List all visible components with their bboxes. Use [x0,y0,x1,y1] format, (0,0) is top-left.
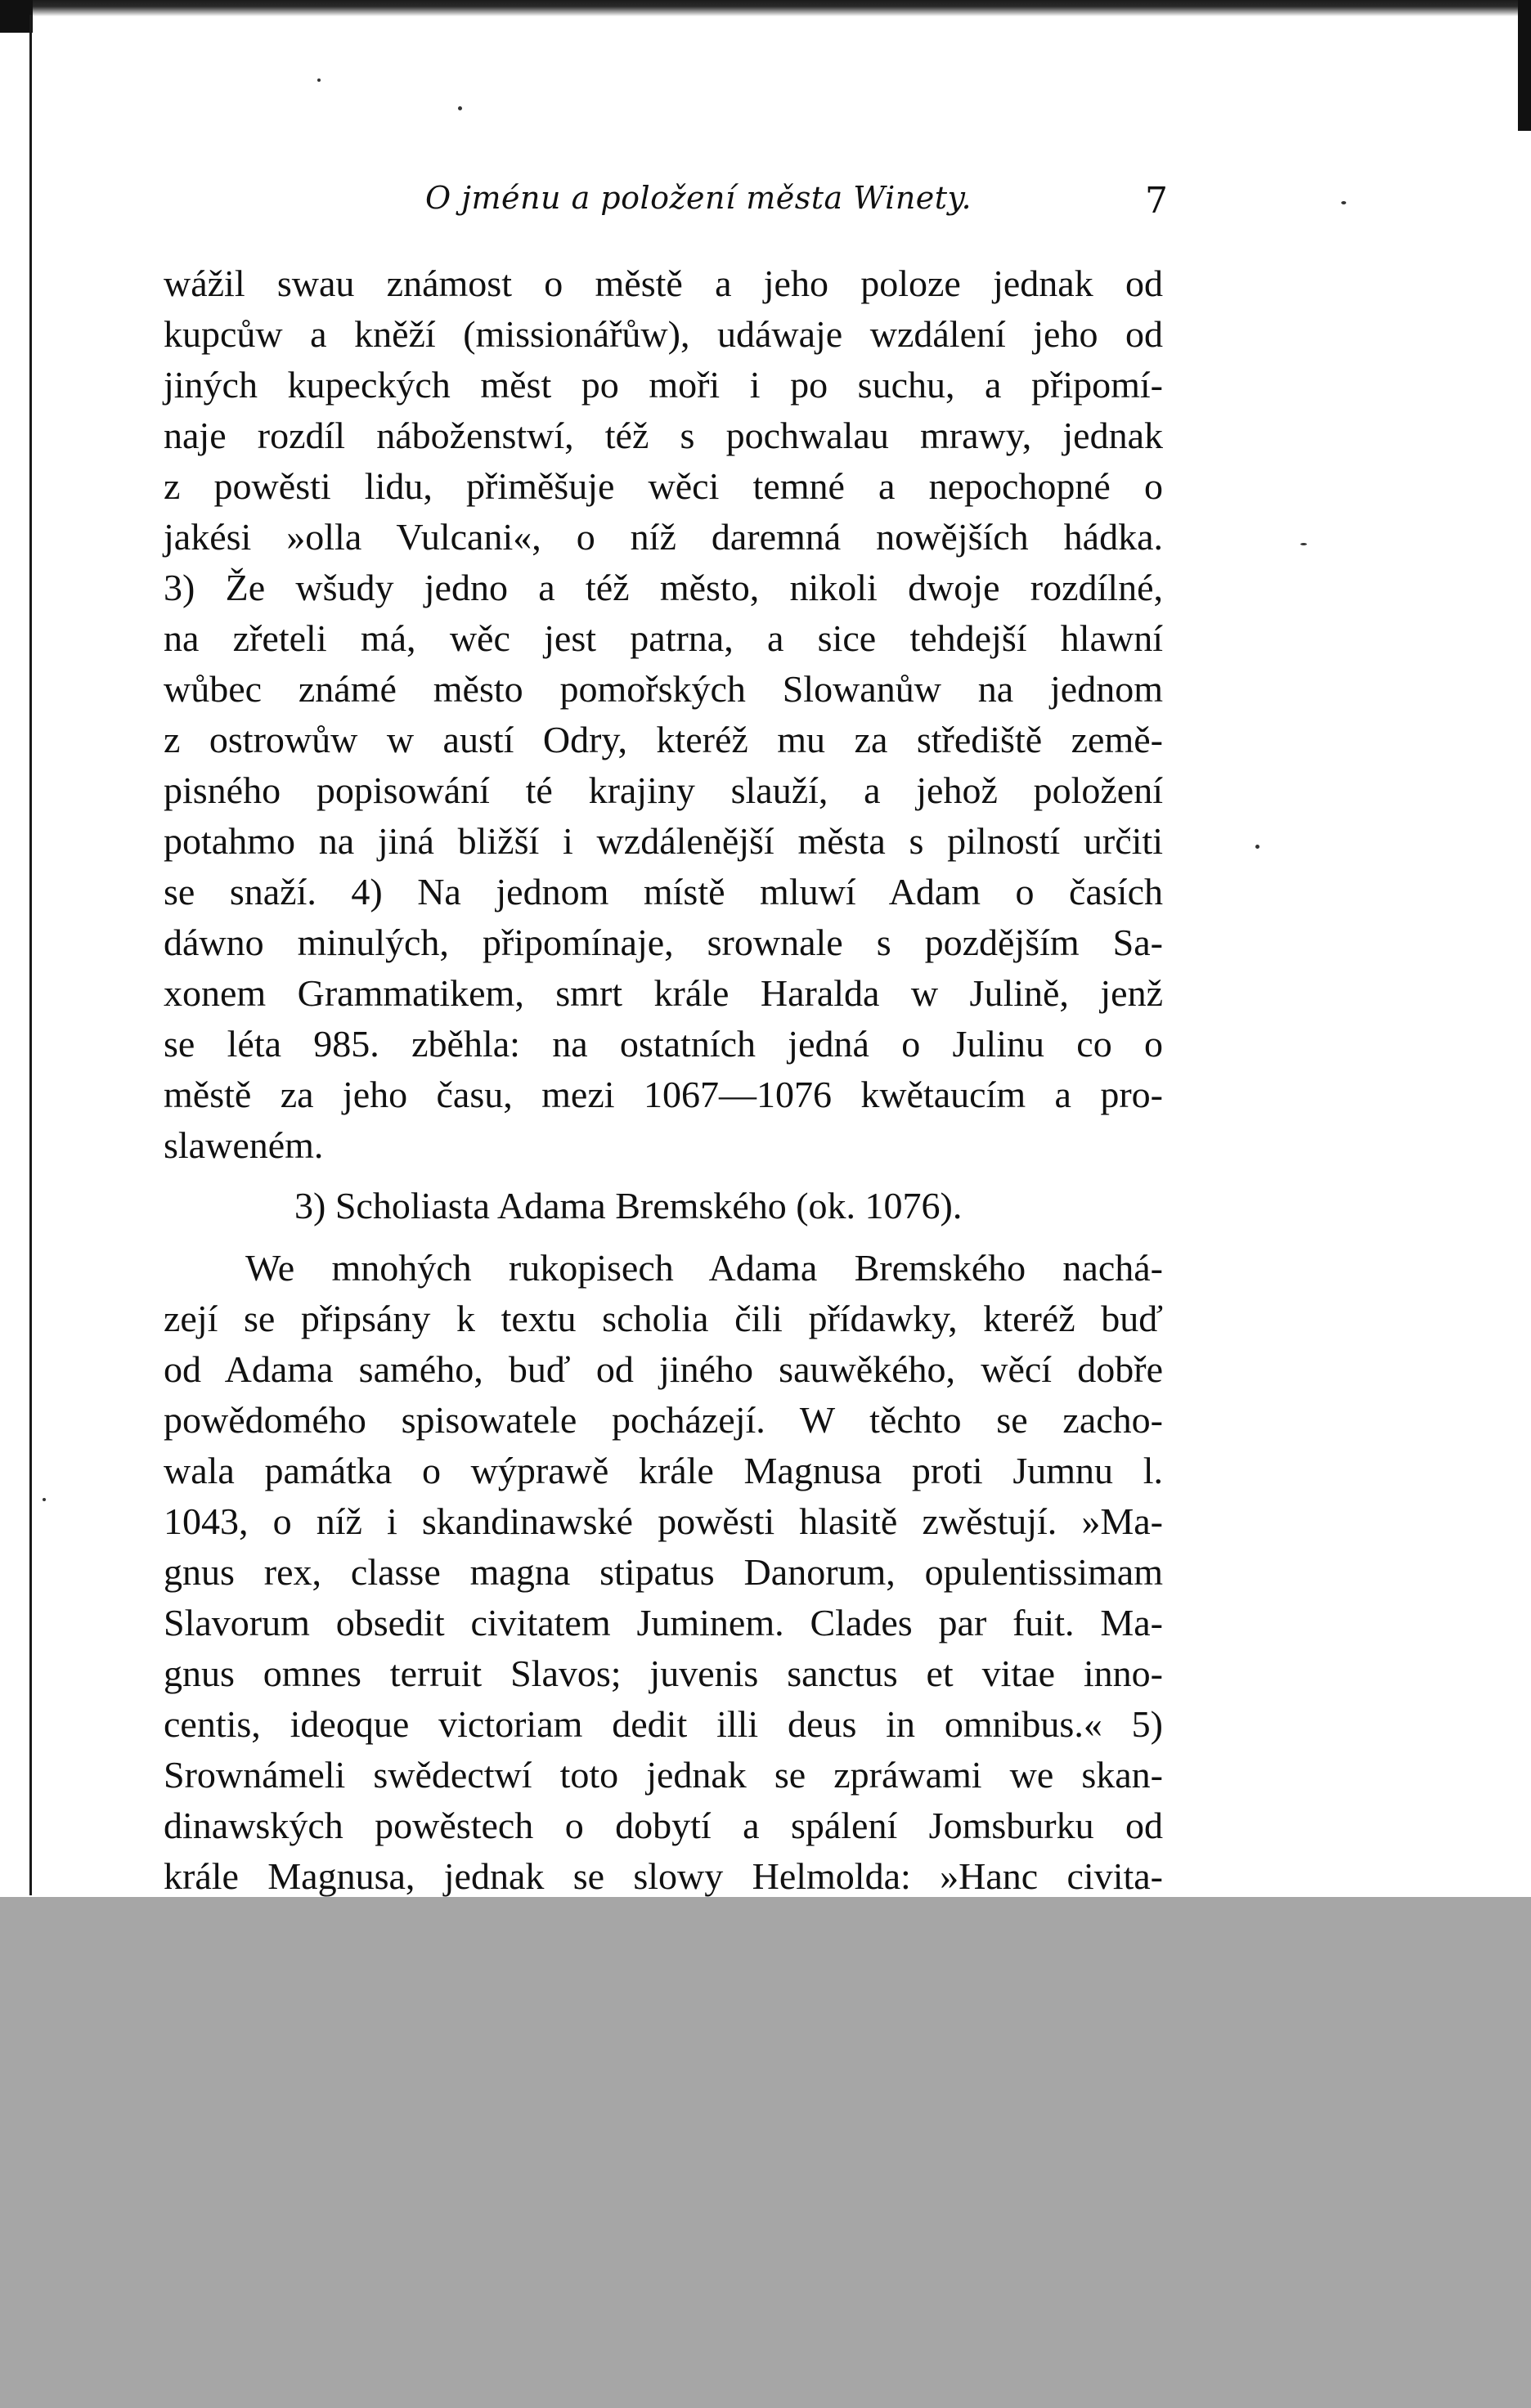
text-line: od Adama samého, buď od jiného sauwěkého, wěcí dobře [164,1348,1163,1390]
scan-speck [317,78,321,82]
text-line: gnus rex, classe magna stipatus Danorum, opulentissimam [164,1551,1163,1593]
text-line: kupcůw a kněží (missionářůw), udáwaje wzdálení jeho od [164,313,1163,355]
text-line: zejí se připsány k textu scholia čili přídawky, kteréž buď [164,1298,1163,1339]
scan-corner-shadow [0,0,33,33]
text-line: powědomého spisowatele pocházejí. W těchto se zacho- [164,1399,1163,1441]
page-number: 7 [1145,180,1168,222]
scan-speck [43,1498,46,1501]
body-text [164,258,1163,1897]
text-line: We mnohých rukopisech Adama Bremského nachá- [245,1247,1163,1289]
scan-speck [1300,543,1307,545]
scan-right-edge [1518,0,1531,131]
page-spine-line [29,15,32,1895]
text-line: centis, ideoque victoriam dedit illi deus in omnibus.« 5) [164,1703,1163,1745]
text-line: 3) Že wšudy jedno a též město, nikoli dwoje rozdílné, [164,567,1163,608]
text-line: z powěsti lidu, přiměšuje wěci temné a nepochopné o [164,465,1163,507]
text-line: se léta 985. zběhla: na ostatních jedná o Julinu co o [164,1023,1163,1065]
text-line: slaweném. [164,1124,324,1166]
text-line: Srownámeli swědectwí toto jednak se zpráwami we skan- [164,1754,1163,1796]
text-line: potahmo na jiná bližší i wzdálenější města s pilností určiti [164,820,1163,862]
text-line: krále Magnusa, jednak se slowy Helmolda: »Hanc civita- [164,1855,1163,1897]
running-title: O jménu a položení města Winety. [425,180,972,216]
scan-speck [1255,845,1259,849]
text-line: gnus omnes terruit Slavos; juvenis sanctus et vitae inno- [164,1652,1163,1694]
text-line: wala památka o wýprawě krále Magnusa proti Jumnu l. [164,1450,1163,1491]
page-header [164,180,1358,229]
text-line: naje rozdíl náboženstwí, též s pochwalau mrawy, jednak [164,415,1163,456]
text-line: dinawských powěstech o dobytí a spálení Jomsburku od [164,1805,1163,1846]
text-line: 1043, o níž i skandinawské powěsti hlasitě zwěstují. »Ma- [164,1500,1163,1542]
scan-speck [458,106,462,110]
scan-top-edge [0,0,1531,16]
text-line: dáwno minulých, připomínaje, srownale s pozdějším Sa- [164,921,1163,963]
text-line: jiných kupeckých měst po moři i po suchu, a připomí- [164,364,1163,406]
text-line: z ostrowůw w austí Odry, kteréž mu za střediště země- [164,719,1163,760]
section-heading: 3) Scholiasta Adama Bremského (ok. 1076). [294,1185,963,1226]
text-line: xonem Grammatikem, smrt krále Haralda w Julině, jenž [164,972,1163,1014]
scan-gray-background [0,1897,1531,2408]
text-line: wůbec známé město pomořských Slowanůw na jednom [164,668,1163,710]
text-line: wážil swau známost o městě a jeho poloze jednak od [164,262,1163,304]
text-line: pisného popisowání té krajiny slauží, a jehož položení [164,769,1163,811]
text-line: Slavorum obsedit civitatem Juminem. Clades par fuit. Ma- [164,1602,1163,1643]
text-line: se snaží. 4) Na jednom místě mluwí Adam o časích [164,871,1163,913]
text-line: jakési »olla Vulcani«, o níž daremná nowějších hádka. [164,516,1163,558]
text-line: městě za jeho času, mezi 1067—1076 kwětaucím a pro- [164,1074,1163,1115]
text-line: na zřeteli má, wěc jest patrna, a sice tehdejší hlawní [164,617,1163,659]
